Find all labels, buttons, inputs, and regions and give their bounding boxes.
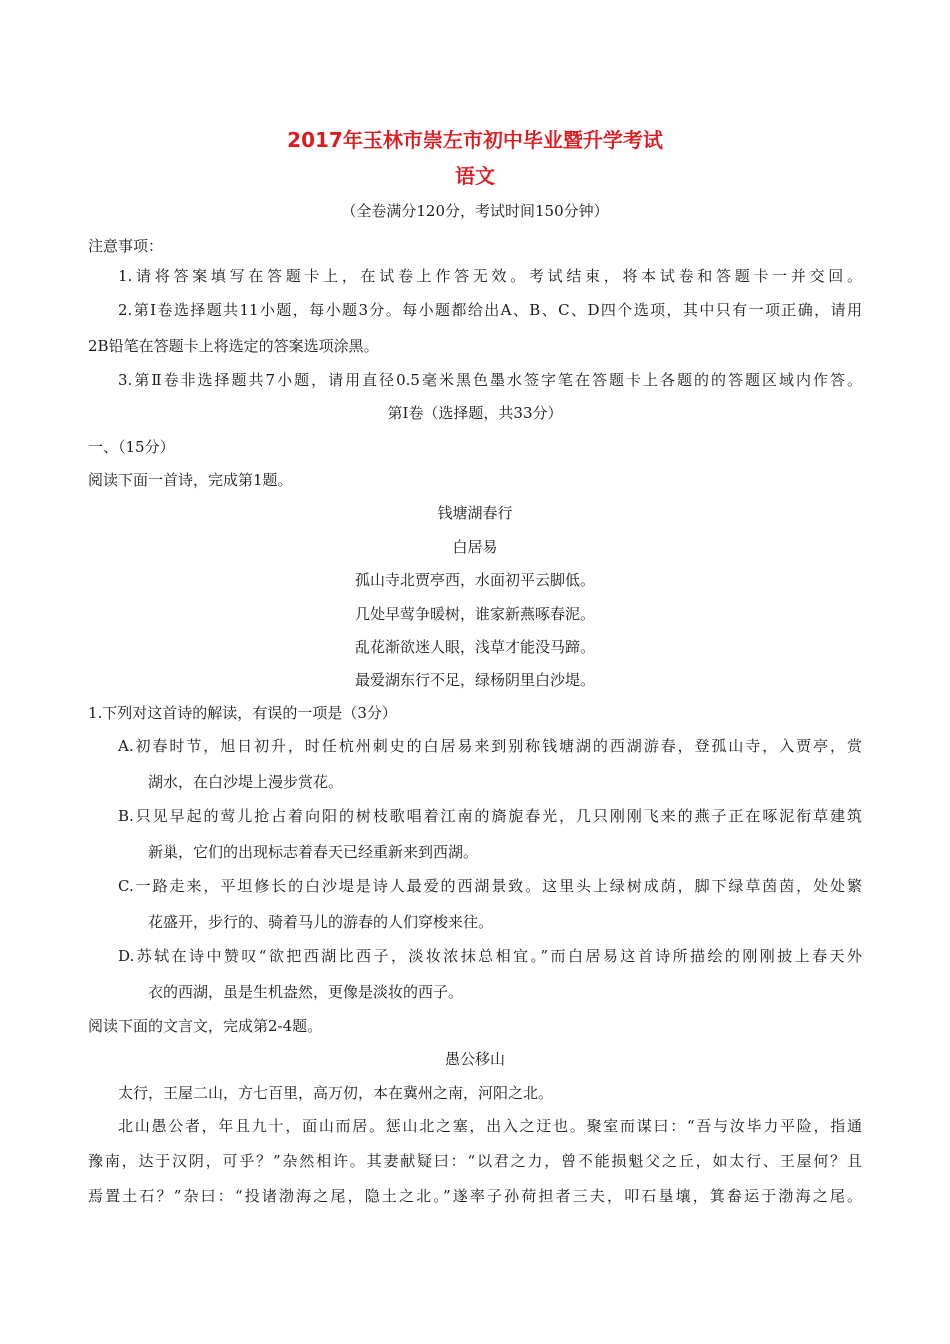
poem-line: 最爱湖东行不足，绿杨阴里白沙堤。 (354, 671, 595, 689)
classical-title: 愚公移山 (444, 1050, 505, 1068)
poem-line: 乱花渐欲迷人眼，浅草才能没马蹄。 (354, 638, 595, 656)
option-c: C.一路走来，平坦修长的白沙堤是诗人最爱的西湖景致。这里头上绿树成荫，脚下绿草茵茵，处处繁 (118, 877, 862, 895)
section-heading: 一、（15分） (88, 438, 175, 456)
subject-title: 语文 (455, 164, 495, 188)
poem-line: 孤山寺北贾亭西，水面初平云脚低。 (354, 571, 595, 589)
poem-line: 几处早莺争暖树，谁家新燕啄春泥。 (354, 605, 595, 623)
exam-title: 2017年玉林市崇左市初中毕业暨升学考试 (287, 128, 663, 152)
option-d-cont: 衣的西湖，虽是生机盎然，更像是淡妆的西子。 (148, 983, 464, 1001)
classical-paragraph: 北山愚公者，年且九十，面山而居。惩山北之塞，出入之迂也。聚室而谋曰：“吾与汝毕力平险，指通 (118, 1117, 862, 1135)
option-b: B.只见早起的莺儿抢占着向阳的树枝歌唱着江南的旖旎春光，几只刚刚飞来的燕子正在啄泥衔草建筑 (118, 807, 862, 825)
note-item-2-cont: 2B铅笔在答题卡上将选定的答案选项涂黑。 (88, 337, 379, 355)
option-a-cont: 湖水，在白沙堤上漫步赏花。 (148, 773, 344, 791)
poem-author: 白居易 (452, 538, 498, 556)
note-item-1: 1.请将答案填写在答题卡上，在试卷上作答无效。考试结束，将本试卷和答题卡一并交回。 (118, 267, 862, 285)
note-item-2: 2.第Ⅰ卷选择题共11小题，每小题3分。每小题都给出A、B、C、D四个选项，其中只有一项正确，请用 (118, 301, 862, 319)
classical-paragraph: 太行，王屋二山，方七百里，高万仞，本在冀州之南，河阳之北。 (118, 1084, 554, 1102)
notes-heading: 注意事项： (88, 237, 164, 255)
classical-paragraph-cont: 豫南，达于汉阴，可乎？”杂然相许。其妻献疑曰：“以君之力，曾不能损魁父之丘，如太行、王屋何？且 (88, 1152, 862, 1170)
note-item-3: 3.第Ⅱ卷非选择题共7小题，请用直径0.5毫米黑色墨水签字笔在答题卡上各题的的答题区域内作答。 (118, 371, 862, 389)
option-c-cont: 花盛开，步行的、骑着马儿的游春的人们穿梭来往。 (148, 913, 494, 931)
exam-info: （全卷满分120分，考试时间150分钟） (341, 202, 609, 220)
option-d: D.苏轼在诗中赞叹“欲把西湖比西子，淡妆浓抹总相宜。”而白居易这首诗所描绘的刚刚披上春天外 (118, 947, 862, 965)
classical-instruction: 阅读下面的文言文，完成第2-4题。 (88, 1017, 323, 1035)
classical-paragraph-cont: 焉置土石？”杂曰：“投诸渤海之尾，隐土之北。”遂率子孙荷担者三夫，叩石垦壤，箕畚运于渤海之尾。 (88, 1187, 862, 1205)
question-1-stem: 1.下列对这首诗的解读，有误的一项是（3分） (88, 704, 397, 722)
poem-title: 钱塘湖春行 (437, 504, 513, 522)
option-a: A.初春时节，旭日初升，时任杭州刺史的白居易来到别称钱塘湖的西湖游春，登孤山寺，入贾亭，赏 (118, 737, 862, 755)
part1-heading: 第Ⅰ卷（选择题，共33分） (387, 404, 563, 422)
poem-instruction: 阅读下面一首诗，完成第1题。 (88, 471, 293, 489)
option-b-cont: 新巢，它们的出现标志着春天已经重新来到西湖。 (148, 843, 479, 861)
